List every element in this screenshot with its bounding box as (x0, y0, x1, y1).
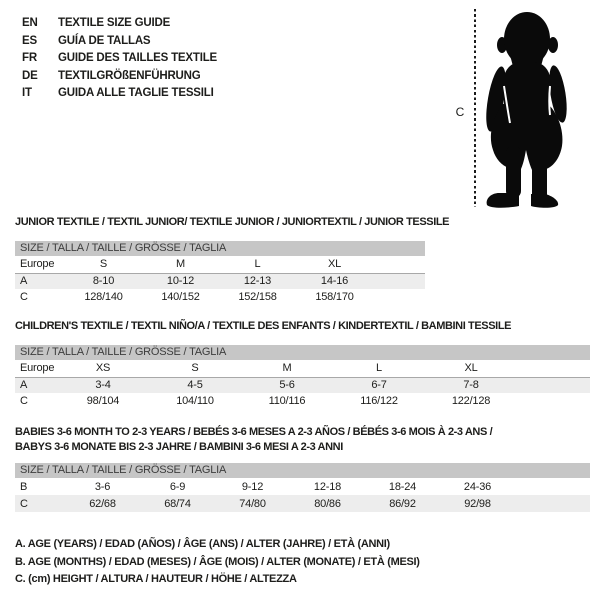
table-row-months (15, 478, 590, 495)
value-cell: 128/140 (84, 291, 123, 303)
size-cell: S (65, 256, 142, 273)
language-row-es (22, 33, 217, 51)
language-row-de (22, 68, 217, 86)
value-cell: 104/110 (176, 395, 214, 407)
row-label: Europe (15, 360, 57, 377)
value-cell: 74/80 (239, 497, 266, 510)
size-header-bar: SIZE / TALLA / TAILLE / GRÖSSE / TAGLIA (15, 463, 590, 478)
section-title: CHILDREN'S TEXTILE / TEXTIL NIÑO/A / TEXTILE DES ENFANTS / KINDERTEXTIL / BAMBINI TESSILE (15, 320, 512, 332)
size-cell: S (149, 360, 241, 377)
value-cell: 8-10 (92, 275, 115, 288)
value-cell: 62/68 (89, 497, 116, 510)
height-measure-label: C (455, 105, 465, 119)
note-age-years: A. AGE (YEARS) / EDAD (AÑOS) / ÂGE (ANS) / ALTER (JAHRE) / ETÀ (ANNI) (15, 538, 390, 550)
value-cell: 10-12 (166, 275, 195, 288)
children-textile-section (15, 320, 590, 409)
size-cell: M (142, 256, 219, 273)
size-header-bar: SIZE / TALLA / TAILLE / GRÖSSE / TAGLIA (15, 345, 590, 360)
section-title-line: BABYS 3-6 MONATE BIS 2-3 JAHRE / BAMBINI 3-6 MESI A 2-3 ANNI (15, 441, 343, 453)
table-row-age (15, 377, 590, 393)
section-title-line: BABIES 3-6 MONTH TO 2-3 YEARS / BEBÉS 3-6 MESES A 2-3 AÑOS / BÉBÉS 3-6 MOIS À 2-3 ANS / (15, 426, 493, 438)
language-title: GUIDE DES TAILLES TEXTILE (58, 52, 217, 65)
value-cell: 86/92 (389, 497, 416, 510)
language-title: GUÍA DE TALLAS (58, 34, 151, 47)
language-title: GUIDA ALLE TAGLIE TESSILI (58, 87, 214, 100)
babies-textile-section (15, 425, 590, 512)
value-cell: 68/74 (164, 497, 191, 510)
language-code: FR (22, 52, 37, 65)
size-cell: L (219, 256, 296, 273)
value-cell: 3-4 (95, 379, 111, 392)
value-cell: 152/158 (238, 291, 277, 303)
size-cell: XL (296, 256, 373, 273)
legend-notes (15, 536, 420, 589)
language-code: ES (22, 34, 37, 47)
section-title: JUNIOR TEXTILE / TEXTIL JUNIOR/ TEXTILE JUNIOR / JUNIORTEXTIL / JUNIOR TESSILE (15, 216, 450, 228)
value-cell: 158/170 (315, 291, 354, 303)
junior-textile-section (15, 216, 450, 305)
table-row-europe (15, 256, 425, 273)
size-header-bar: SIZE / TALLA / TAILLE / GRÖSSE / TAGLIA (15, 241, 425, 256)
value-cell: 7-8 (463, 379, 479, 392)
height-measure-dotted-line (474, 9, 476, 207)
children-size-table (15, 360, 590, 409)
value-cell: 9-12 (241, 480, 264, 493)
language-code: EN (22, 17, 38, 29)
table-row-age (15, 273, 425, 289)
value-cell: 5-6 (279, 379, 295, 392)
language-row-en (22, 15, 217, 33)
toddler-silhouette-icon (479, 6, 575, 208)
size-cell: M (241, 360, 333, 377)
row-label: C (20, 291, 28, 303)
language-row-fr (22, 50, 217, 68)
value-cell: 110/116 (268, 395, 306, 407)
babies-size-table (15, 478, 590, 512)
table-row-height (15, 289, 425, 305)
value-cell: 3-6 (94, 480, 111, 493)
row-label: C (20, 395, 28, 407)
note-age-months: B. AGE (MONTHS) / EDAD (MESES) / ÂGE (MOIS) / ALTER (MONATE) / ETÀ (MESI) (15, 555, 420, 568)
value-cell: 6-7 (371, 379, 387, 392)
note-height-cm: C. (cm) HEIGHT / ALTURA / HAUTEUR / HÖHE / ALTEZZA (15, 573, 297, 585)
table-row-height (15, 393, 590, 409)
language-title: TEXTILE SIZE GUIDE (58, 17, 171, 29)
language-title-list (22, 15, 217, 103)
value-cell: 4-5 (187, 379, 203, 392)
value-cell: 24-36 (463, 480, 492, 493)
language-title: TEXTILGRÖßENFÜHRUNG (58, 69, 201, 82)
language-row-it (22, 85, 217, 103)
size-cell: L (333, 360, 425, 377)
value-cell: 140/152 (161, 291, 200, 303)
table-row-europe (15, 360, 590, 377)
junior-size-table (15, 256, 425, 305)
value-cell: 122/128 (451, 395, 491, 407)
language-code: IT (22, 87, 32, 100)
value-cell: 14-16 (320, 275, 349, 288)
row-label: B (20, 480, 28, 493)
row-label: Europe (15, 256, 65, 273)
table-row-height (15, 495, 590, 512)
size-cell: XS (57, 360, 149, 377)
value-cell: 12-18 (313, 480, 342, 493)
size-cell: XL (425, 360, 517, 377)
value-cell: 80/86 (314, 497, 341, 510)
row-label: A (20, 275, 28, 288)
row-label: A (20, 379, 28, 392)
row-label: C (20, 497, 28, 510)
value-cell: 12-13 (243, 275, 272, 288)
language-code: DE (22, 69, 38, 82)
value-cell: 98/104 (86, 395, 120, 407)
value-cell: 116/122 (360, 395, 398, 407)
value-cell: 92/98 (464, 497, 491, 510)
value-cell: 18-24 (388, 480, 417, 493)
value-cell: 6-9 (169, 480, 186, 493)
